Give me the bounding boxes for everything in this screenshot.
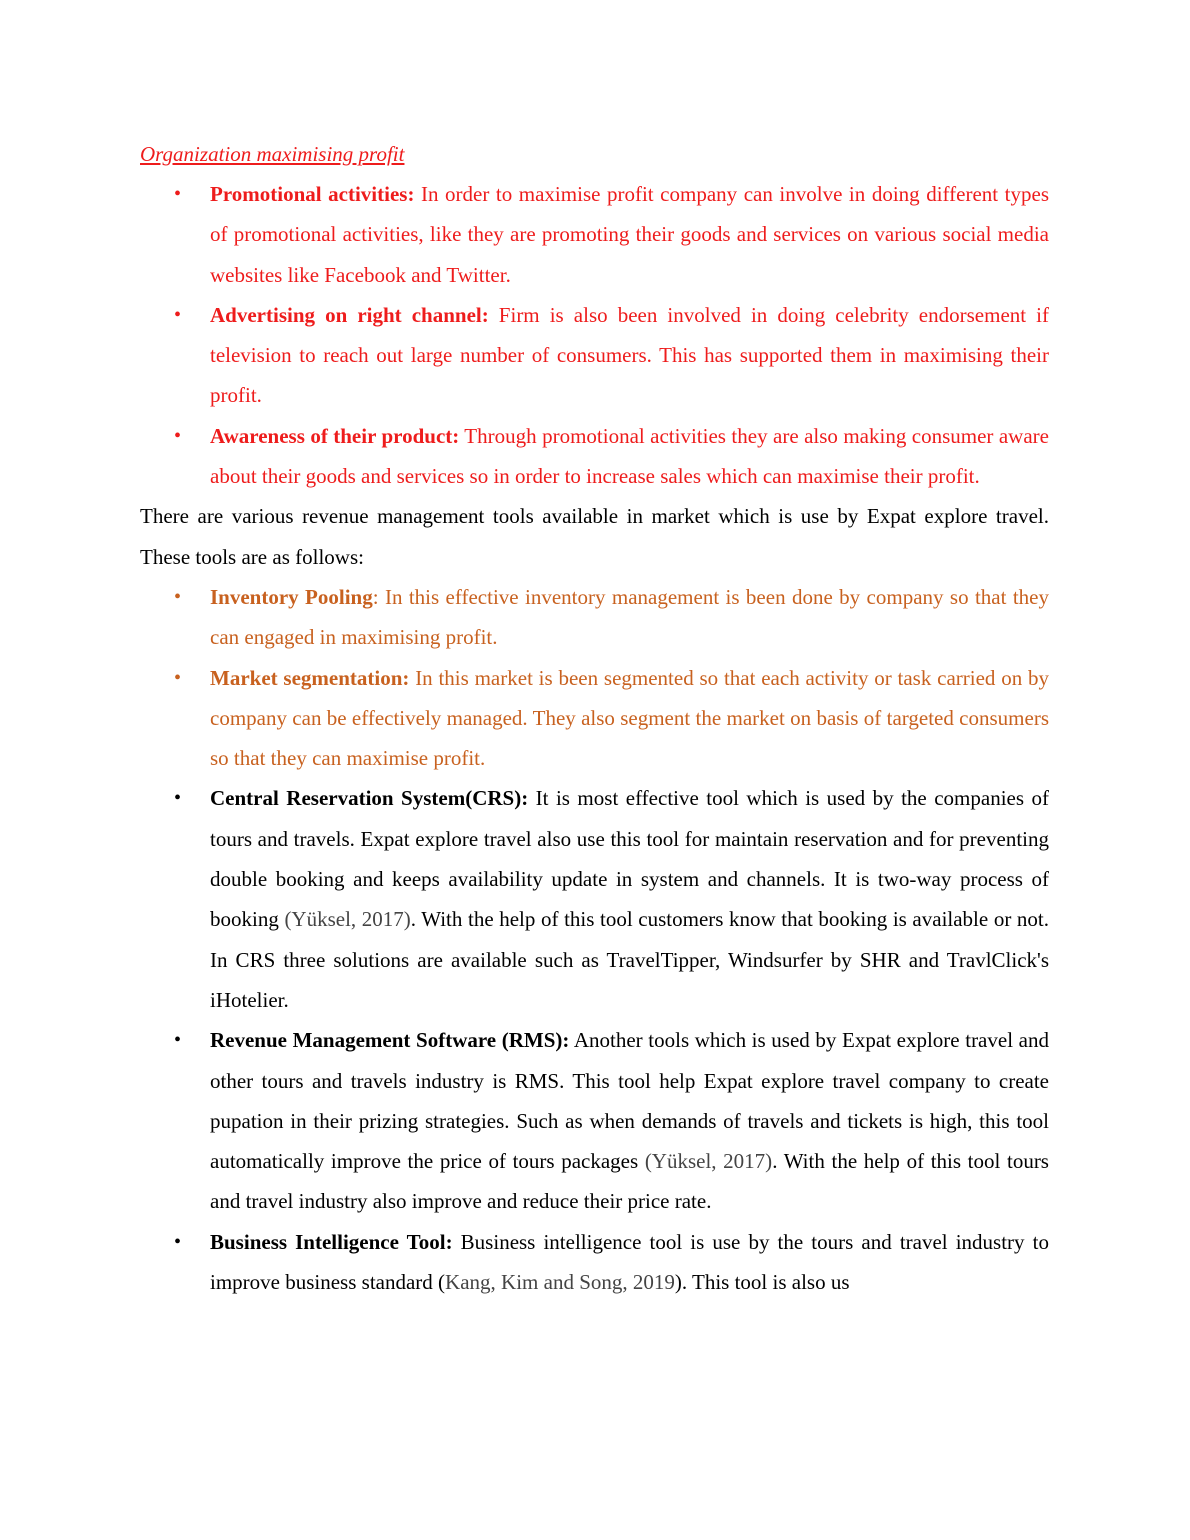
item-title: Revenue Management Software (RMS): [210, 1028, 570, 1053]
item-text: Firm is also been involved in doing celebrity endorsement if television to reach out large number of consumers. This has supported them in maximising their profit. [210, 302, 1050, 408]
citation: Kang, Kim and Song, 2019 [445, 1270, 675, 1295]
item-text: . With the help of this tool tours and travel industry also improve and reduce their price rate. [210, 1149, 1049, 1214]
item-text: ). This tool is also us [674, 1270, 850, 1295]
list-item [140, 577, 1049, 658]
document-page [140, 138, 1049, 1302]
section-heading: Organization maximising profit [140, 142, 405, 166]
list-item [140, 295, 1049, 416]
item-title: Inventory Pooling [210, 584, 373, 609]
list-item [140, 1222, 1049, 1303]
list-item [140, 1020, 1049, 1221]
list-item [140, 658, 1049, 779]
bullet-icon: • [174, 1029, 182, 1052]
item-title: Promotional activities: [210, 182, 415, 206]
item-text: Business intelligence tool is use by the tours and travel industry to improve business standard ( [210, 1229, 1049, 1295]
item-title: Market segmentation: [210, 665, 410, 690]
item-text: Through promotional activities they are also making consumer aware about their goods and services so in order to increase sales which can maximise their profit. [210, 423, 1049, 489]
item-text: Another tools which is used by Expat explore travel and other tours and travels industry is RMS. This tool help Expat explore travel company to create pupation in their prizing strategies. Such as when demands of travels and tickets is high, this tool automatically improve the price of tours packages [210, 1028, 1049, 1174]
list-item [140, 778, 1049, 1020]
citation: (Yüksel, 2017) [644, 1149, 773, 1174]
citation: (Yüksel, 2017) [284, 907, 411, 932]
bullet-icon: • [174, 666, 182, 689]
bullet-icon: • [174, 183, 182, 205]
bullet-icon: • [174, 424, 182, 447]
item-text: . With the help of this tool customers know that booking is available or not. In CRS three solutions are available such as TravelTipper, Windsurfer by SHR and TravlClick's iHotelier. [210, 907, 1049, 1012]
bullet-icon: • [174, 787, 182, 810]
profit-list [140, 174, 1049, 496]
item-text: : In this effective inventory management is been done by company so that they can engaged in maximising profit. [210, 584, 1050, 650]
item-text: In this market is been segmented so that each activity or task carried on by company can be effectively managed. They also segment the market on basis of targeted consumers so that they can maximise profit. [210, 665, 1049, 771]
bullet-icon: • [174, 1230, 182, 1253]
item-text: It is most effective tool which is used by the companies of tours and travels. Expat explore travel also use this tool for maintain reservation and for preventing double booking and keeps availability update in system and channels. It is two-way process of booking [210, 786, 1049, 932]
item-title: Awareness of their product: [210, 423, 460, 448]
tools-list [140, 577, 1049, 1302]
item-title: Central Reservation System(CRS): [210, 786, 529, 811]
intro-paragraph: There are various revenue management tools available in market which is use by Expat explore travel. These tools are as follows: [140, 504, 1049, 569]
item-text: In order to maximise profit company can involve in doing different types of promotional activities, like they are promoting their goods and services on various social media websites like Facebook and Twitter. [210, 182, 1049, 287]
list-item [140, 174, 1049, 295]
item-title: Advertising on right channel: [210, 302, 489, 327]
bullet-icon: • [174, 303, 182, 326]
item-title: Business Intelligence Tool: [210, 1229, 453, 1254]
list-item [140, 416, 1049, 497]
bullet-icon: • [174, 585, 182, 608]
